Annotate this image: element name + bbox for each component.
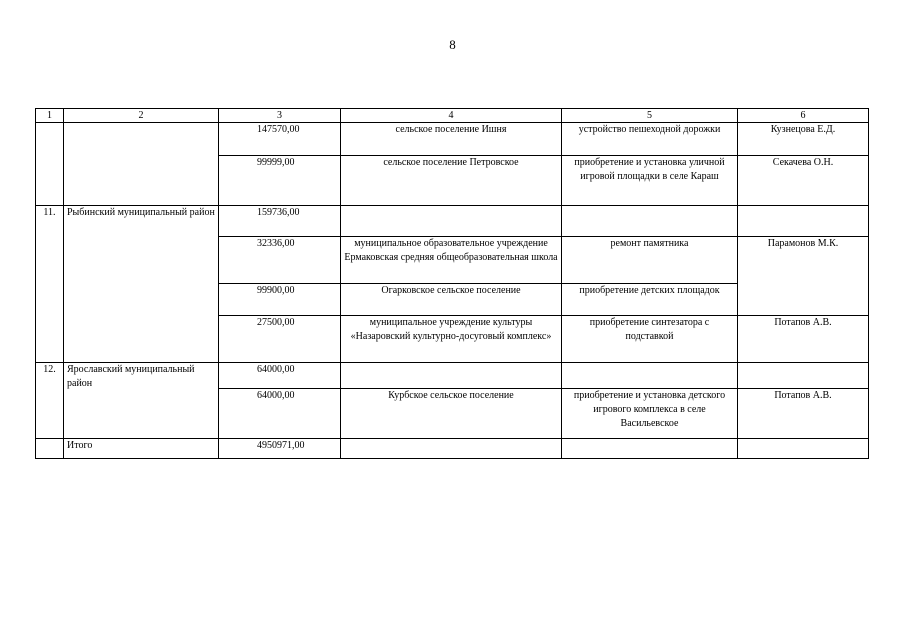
column-header: 3: [219, 109, 341, 123]
total-row: [36, 439, 869, 459]
purpose-cell: [562, 363, 738, 389]
column-header: 4: [341, 109, 562, 123]
purpose-cell: [562, 439, 738, 459]
purpose-cell: ремонт памятника: [562, 237, 738, 284]
purpose-cell: приобретение и установка детского игрового комплекса в селе Васильевское: [562, 389, 738, 439]
person-cell: Парамонов М.К.: [738, 237, 869, 316]
amount-cell: 32336,00: [219, 237, 341, 284]
district-cell: Рыбинский муниципальный район: [64, 206, 219, 363]
person-cell: Потапов А.В.: [738, 316, 869, 363]
table-row: [36, 123, 869, 156]
purpose-cell: приобретение детских площадок: [562, 284, 738, 316]
table-row: [36, 363, 869, 389]
column-header: 2: [64, 109, 219, 123]
person-cell: Потапов А.В.: [738, 389, 869, 439]
total-amount: 4950971,00: [219, 439, 341, 459]
row-number-cell: 12.: [36, 363, 64, 439]
amount-cell: 27500,00: [219, 316, 341, 363]
column-header: 6: [738, 109, 869, 123]
page-number: 8: [449, 37, 456, 52]
table-header-row: [36, 109, 869, 123]
allocation-table: [35, 108, 869, 459]
person-cell: [738, 439, 869, 459]
amount-cell: 64000,00: [219, 389, 341, 439]
recipient-cell: [341, 206, 562, 237]
recipient-cell: Курбское сельское поселение: [341, 389, 562, 439]
recipient-cell: [341, 439, 562, 459]
purpose-cell: приобретение синтезатора с подставкой: [562, 316, 738, 363]
district-cell: Ярославский муниципальный район: [64, 363, 219, 439]
recipient-cell: муниципальное учреждение культуры «Назаровский культурно-досуговый комплекс»: [341, 316, 562, 363]
amount-cell: 159736,00: [219, 206, 341, 237]
recipient-cell: сельское поселение Петровское: [341, 156, 562, 206]
purpose-cell: устройство пешеходной дорожки: [562, 123, 738, 156]
person-cell: [738, 363, 869, 389]
table-row: [36, 206, 869, 237]
amount-cell: 147570,00: [219, 123, 341, 156]
row-number-cell: 11.: [36, 206, 64, 363]
amount-cell: 64000,00: [219, 363, 341, 389]
recipient-cell: [341, 363, 562, 389]
person-cell: [738, 206, 869, 237]
district-cell: [64, 123, 219, 206]
recipient-cell: сельское поселение Ишня: [341, 123, 562, 156]
purpose-cell: [562, 206, 738, 237]
person-cell: Кузнецова Е.Д.: [738, 123, 869, 156]
recipient-cell: Огарковское сельское поселение: [341, 284, 562, 316]
recipient-cell: муниципальное образовательное учреждение Ермаковская средняя общеобразовательная школа: [341, 237, 562, 284]
row-number-cell: [36, 123, 64, 206]
row-number-cell: [36, 439, 64, 459]
total-label: Итого: [64, 439, 219, 459]
column-header: 5: [562, 109, 738, 123]
amount-cell: 99999,00: [219, 156, 341, 206]
purpose-cell: приобретение и установка уличной игровой площадки в селе Караш: [562, 156, 738, 206]
person-cell: Секачева О.Н.: [738, 156, 869, 206]
column-header: 1: [36, 109, 64, 123]
amount-cell: 99900,00: [219, 284, 341, 316]
